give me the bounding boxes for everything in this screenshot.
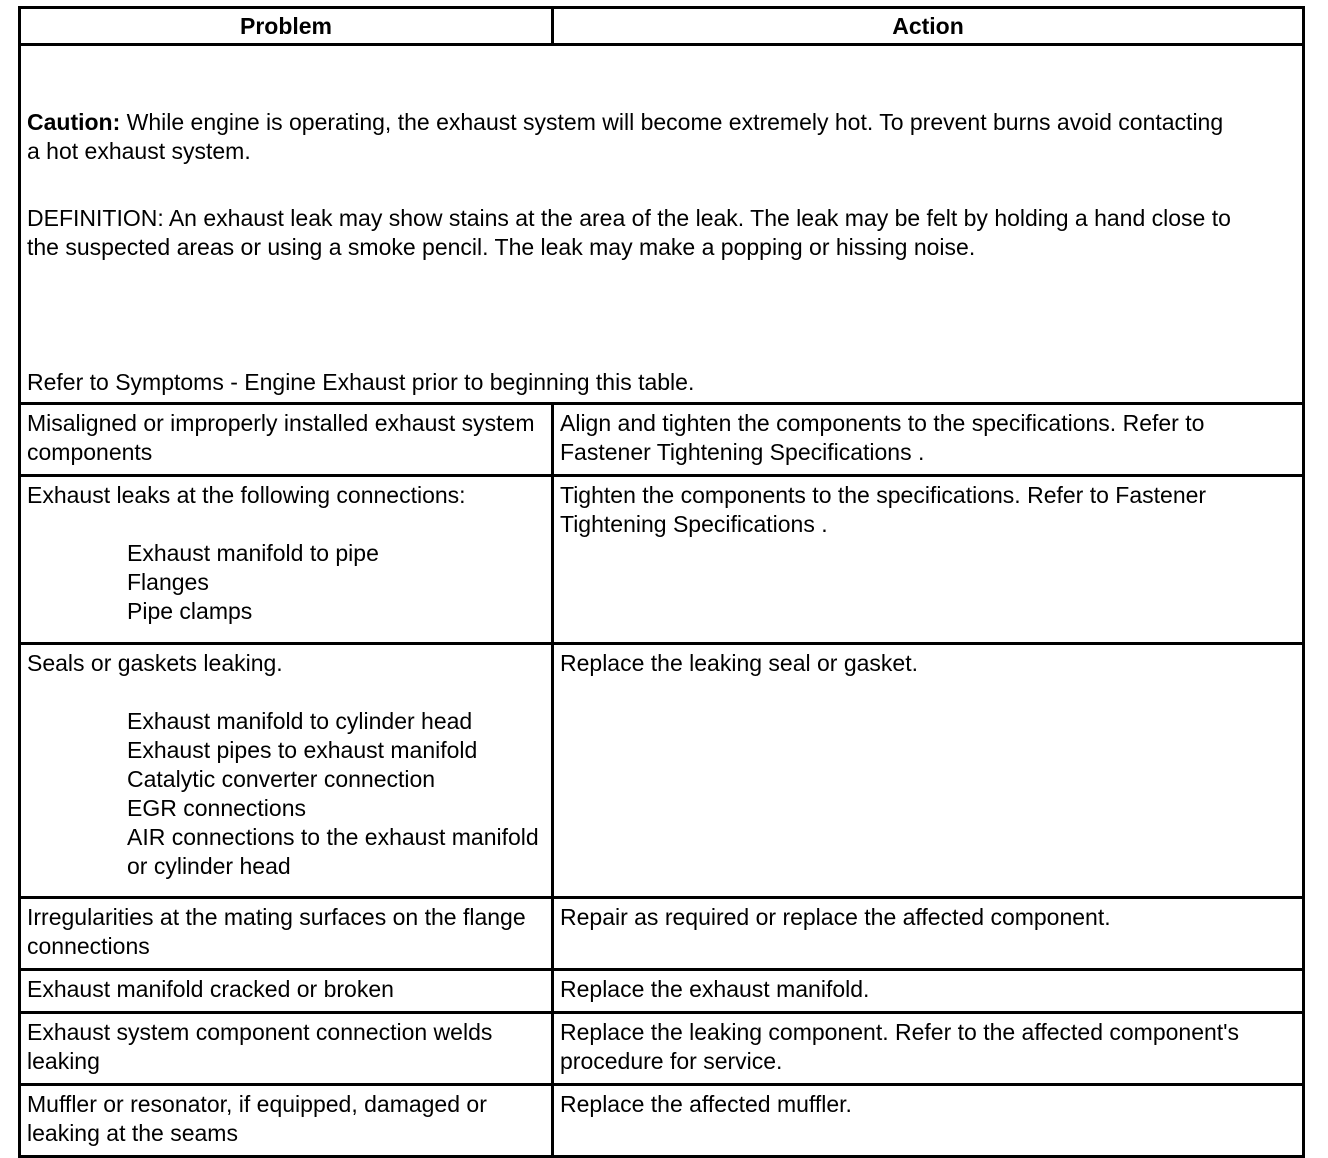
header-row [20, 8, 1304, 45]
action-cell: Tighten the components to the specifications. Refer to Fastener Tightening Specifications . [553, 476, 1304, 644]
header-problem: Problem [20, 8, 553, 45]
action-cell: Align and tighten the components to the specifications. Refer to Fastener Tightening Specifications . [553, 404, 1304, 476]
problem-cell: Exhaust manifold cracked or broken [20, 970, 553, 1013]
list-item: AIR connections to the exhaust manifold or cylinder head [127, 824, 539, 879]
diagnostic-table [18, 6, 1305, 1158]
intro-row [20, 45, 1304, 404]
action-cell: Replace the leaking component. Refer to the affected component's procedure for service. [553, 1013, 1304, 1085]
list-item: Catalytic converter connection [127, 766, 436, 792]
problem-text: Exhaust leaks at the following connections: [27, 482, 466, 508]
action-cell: Replace the exhaust manifold. [553, 970, 1304, 1013]
connection-list [127, 539, 545, 626]
header-action: Action [553, 8, 1304, 45]
list-item: Flanges [127, 569, 209, 595]
action-cell: Replace the leaking seal or gasket. [553, 644, 1304, 898]
table-row [20, 1085, 1304, 1157]
action-cell: Repair as required or replace the affected component. [553, 898, 1304, 970]
problem-cell: Misaligned or improperly installed exhaust system components [20, 404, 553, 476]
problem-cell: Irregularities at the mating surfaces on the flange connections [20, 898, 553, 970]
table-row [20, 1013, 1304, 1085]
intro-cell [20, 45, 1304, 404]
problem-cell [20, 476, 553, 644]
list-item: Pipe clamps [127, 598, 253, 624]
list-item: Exhaust manifold to pipe [127, 540, 379, 566]
refer-note: Refer to Symptoms - Engine Exhaust prior to beginning this table. [27, 369, 695, 395]
list-item: Exhaust pipes to exhaust manifold [127, 737, 478, 763]
list-item: EGR connections [127, 795, 306, 821]
caution-text: While engine is operating, the exhaust system will become extremely hot. To prevent burns avoid contacting a hot exhaust system. [27, 109, 1224, 164]
problem-text: Seals or gaskets leaking. [27, 650, 283, 676]
table-row [20, 476, 1304, 644]
definition-note: DEFINITION: An exhaust leak may show stains at the area of the leak. The leak may be felt by holding a hand close to the suspected areas or using a smoke pencil. The leak may make a popping or hissing noise. [27, 205, 1231, 260]
table-row [20, 644, 1304, 898]
caution-label: Caution: [27, 109, 121, 135]
seal-list [127, 707, 545, 881]
problem-cell [20, 644, 553, 898]
table-row [20, 404, 1304, 476]
problem-cell: Exhaust system component connection welds leaking [20, 1013, 553, 1085]
table-row [20, 898, 1304, 970]
table-row [20, 970, 1304, 1013]
problem-cell: Muffler or resonator, if equipped, damaged or leaking at the seams [20, 1085, 553, 1157]
caution-note [27, 108, 1242, 166]
action-cell: Replace the affected muffler. [553, 1085, 1304, 1157]
list-item: Exhaust manifold to cylinder head [127, 708, 473, 734]
